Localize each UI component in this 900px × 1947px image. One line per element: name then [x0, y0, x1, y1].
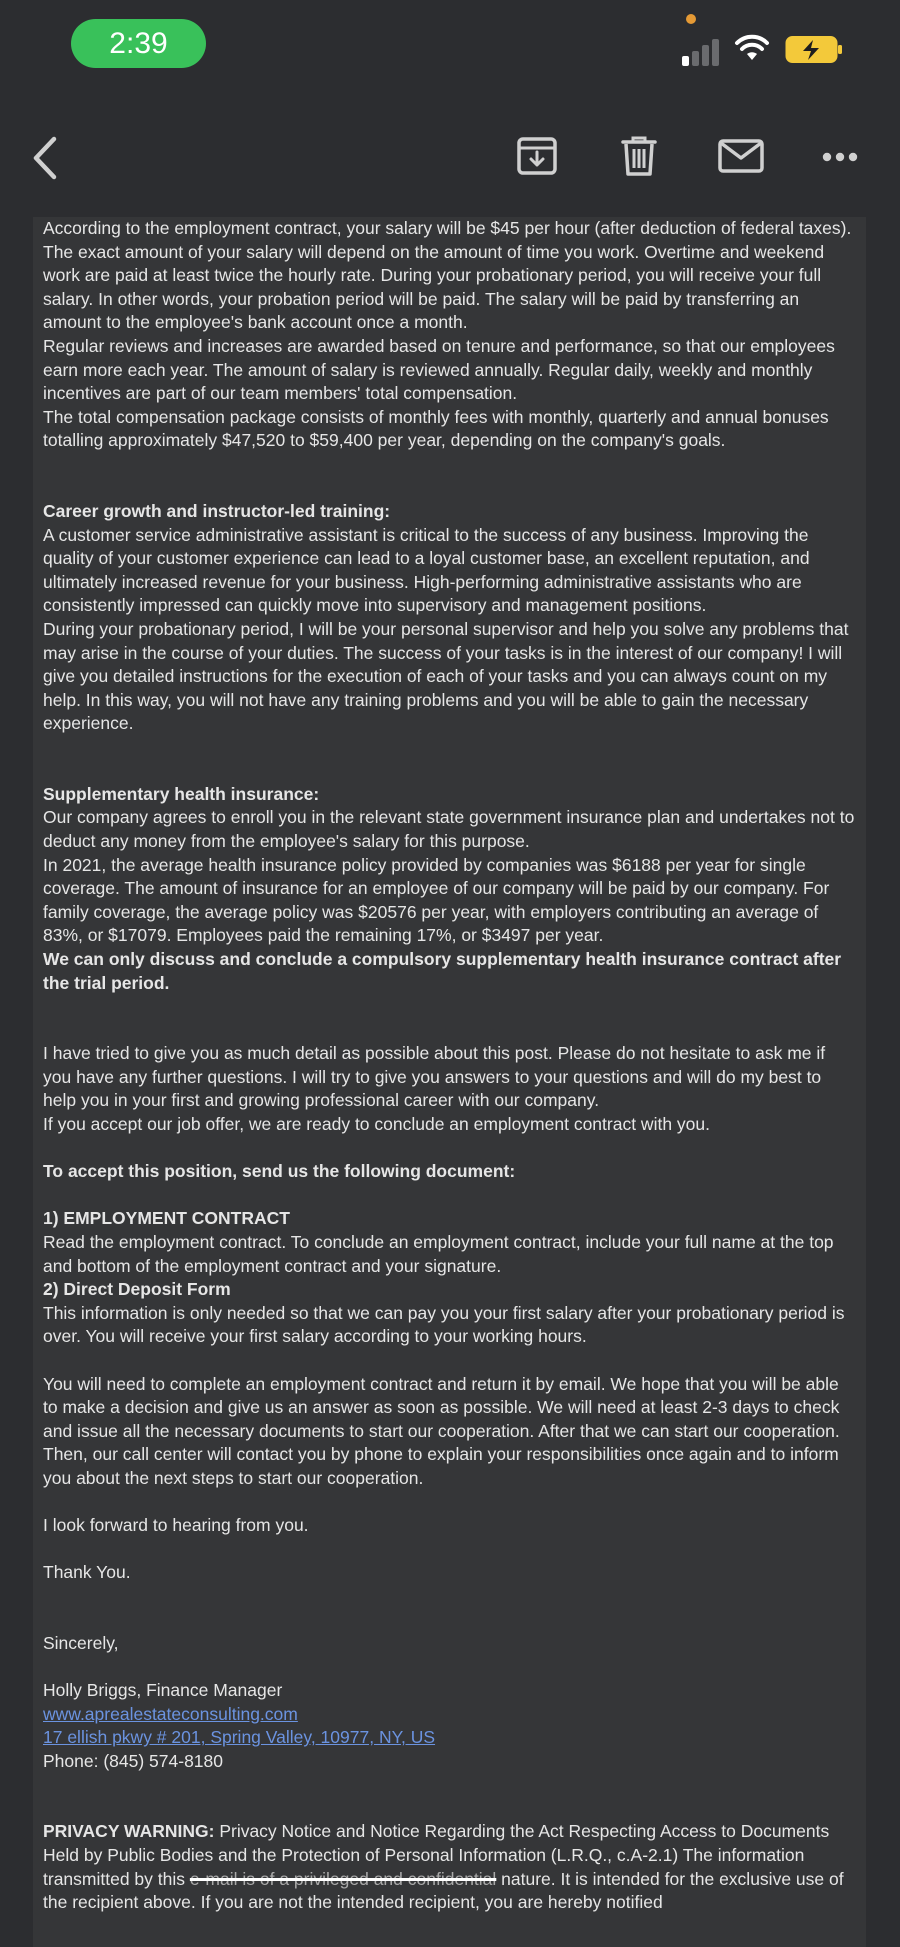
mail-toolbar — [0, 92, 900, 217]
email-content — [33, 217, 866, 1915]
archive-icon[interactable] — [516, 136, 560, 176]
paragraph: I have tried to give you as much detail as possible about this post. Please do not hesitate to ask me if you have any further questions. I will try to give you answers to your questions and will do my best to help you in your first and growing professional career with our company. — [43, 1043, 826, 1111]
trash-icon[interactable] — [621, 136, 657, 178]
redacted-text: e-mail is of a privileged and confidential — [189, 1868, 497, 1889]
envelope-icon[interactable] — [718, 139, 764, 173]
paragraph: In 2021, the average health insurance policy provided by companies was $6188 per year for single coverage. The amount of insurance for an employee of our company will be paid by our company. For family coverage, the average policy was $20576 per year, with employers contributing an average of 83%, or $17079. Employees paid the remaining 17%, or $3497 per year. — [43, 854, 830, 946]
paragraph: This information is only needed so that we can pay you your first salary after your probationary period is over. You will receive your first salary according to your working hours. — [43, 1302, 845, 1347]
battery-charging-icon — [785, 35, 843, 65]
status-bar — [0, 0, 900, 92]
section-heading: 1) EMPLOYMENT CONTRACT — [43, 1208, 290, 1229]
signature-phone: Phone: (845) 574-8180 — [43, 1750, 223, 1771]
paragraph: During your probationary period, I will be your personal supervisor and help you solve any problems that may arise in the course of your duties. The success of your tasks is in the interest of our company! I will give you detailed instructions for the execution of each of your tasks and you can always count on my help. In this way, you will not have any training problems and you will be able to gain the necessary experience. — [43, 618, 849, 734]
paragraph: If you accept our job offer, we are ready to conclude an employment contract with you. — [43, 1114, 710, 1134]
paragraph: Read the employment contract. To conclude an employment contract, include your full name at the top and bottom of the employment contract and your signature. — [43, 1231, 834, 1276]
paragraph: Regular reviews and increases are awarded based on tenure and performance, so that our employees earn more each year. The amount of salary is reviewed annually. Regular daily, weekly and monthly incentives are part of our team members' total compensation. — [43, 335, 835, 404]
privacy-warning — [43, 1820, 856, 1914]
address-link[interactable]: 17 ellish pkwy # 201, Spring Valley, 10977, NY, US — [43, 1727, 436, 1748]
privacy-label: PRIVACY WARNING: — [43, 1821, 215, 1842]
more-options-icon[interactable] — [822, 152, 858, 162]
paragraph: The total compensation package consists of monthly fees with monthly, quarterly and annual bonuses totalling approximately $47,520 to $59,400 per year, depending on the company's goals. — [43, 406, 829, 451]
email-body — [33, 217, 866, 1947]
section-heading: 2) Direct Deposit Form — [43, 1279, 231, 1300]
wifi-icon — [734, 34, 770, 62]
section-heading: Supplementary health insurance: — [43, 783, 320, 804]
bold-paragraph: We can only discuss and conclude a compulsory supplementary health insurance contract after the trial period. — [43, 949, 842, 993]
privacy-text: nature. It is intended for the exclusive use of the recipient above. If you are not the intended recipient, you are hereby notified — [43, 1868, 844, 1913]
privacy-indicator-dot — [686, 14, 696, 24]
back-chevron-icon[interactable] — [30, 136, 60, 180]
cellular-signal-icon — [682, 36, 722, 66]
paragraph: According to the employment contract, your salary will be $45 per hour (after deduction of federal taxes). The exact amount of your salary will depend on the amount of time you work. Overtime and weekend work are paid at least twice the hourly rate. During your probationary period, you will receive your full salary. In other words, your probation period will be paid. The salary will be paid by transferring an amount to the employee's bank account once a month. — [43, 218, 852, 333]
paragraph: Our company agrees to enroll you in the relevant state government insurance plan and undertakes not to deduct any money from the employee's salary for this purpose. — [43, 807, 855, 852]
section-heading: To accept this position, send us the following document: — [43, 1161, 516, 1182]
paragraph: Thank You. — [43, 1562, 131, 1583]
paragraph: I look forward to hearing from you. — [43, 1515, 309, 1536]
paragraph: A customer service administrative assistant is critical to the success of any business. Improving the quality of your customer experience can lead to a loyal customer base, an excellent reputation, and ultimately increased revenue for your business. High-performing administrative assistants who are consistently impressed can quickly move into supervisory and management positions. — [43, 524, 810, 616]
status-time[interactable]: 2:39 — [71, 19, 206, 68]
privacy-text: Privacy Notice and Notice Regarding the Act Respecting Access to Documents Held by Public Bodies and the Protection of Personal Information (L.R.Q., c.A-2.1) The information transmitted by this — [43, 1821, 830, 1889]
website-link[interactable]: www.aprealestateconsulting.com — [43, 1703, 298, 1724]
section-heading: Career growth and instructor-led training: — [43, 500, 391, 521]
paragraph: You will need to complete an employment contract and return it by email. We hope that you will be able to make a decision and give us an answer as soon as possible. We will need at least 2-3 days to check and issue all the necessary documents to start our cooperation. After that we can start our cooperation. Then, our call center will contact you by phone to explain your responsibilities once again and to inform you about the next steps to start our cooperation. — [43, 1373, 840, 1488]
signature-name: Holly Briggs, Finance Manager — [43, 1680, 283, 1701]
sign-off: Sincerely, — [43, 1632, 119, 1653]
